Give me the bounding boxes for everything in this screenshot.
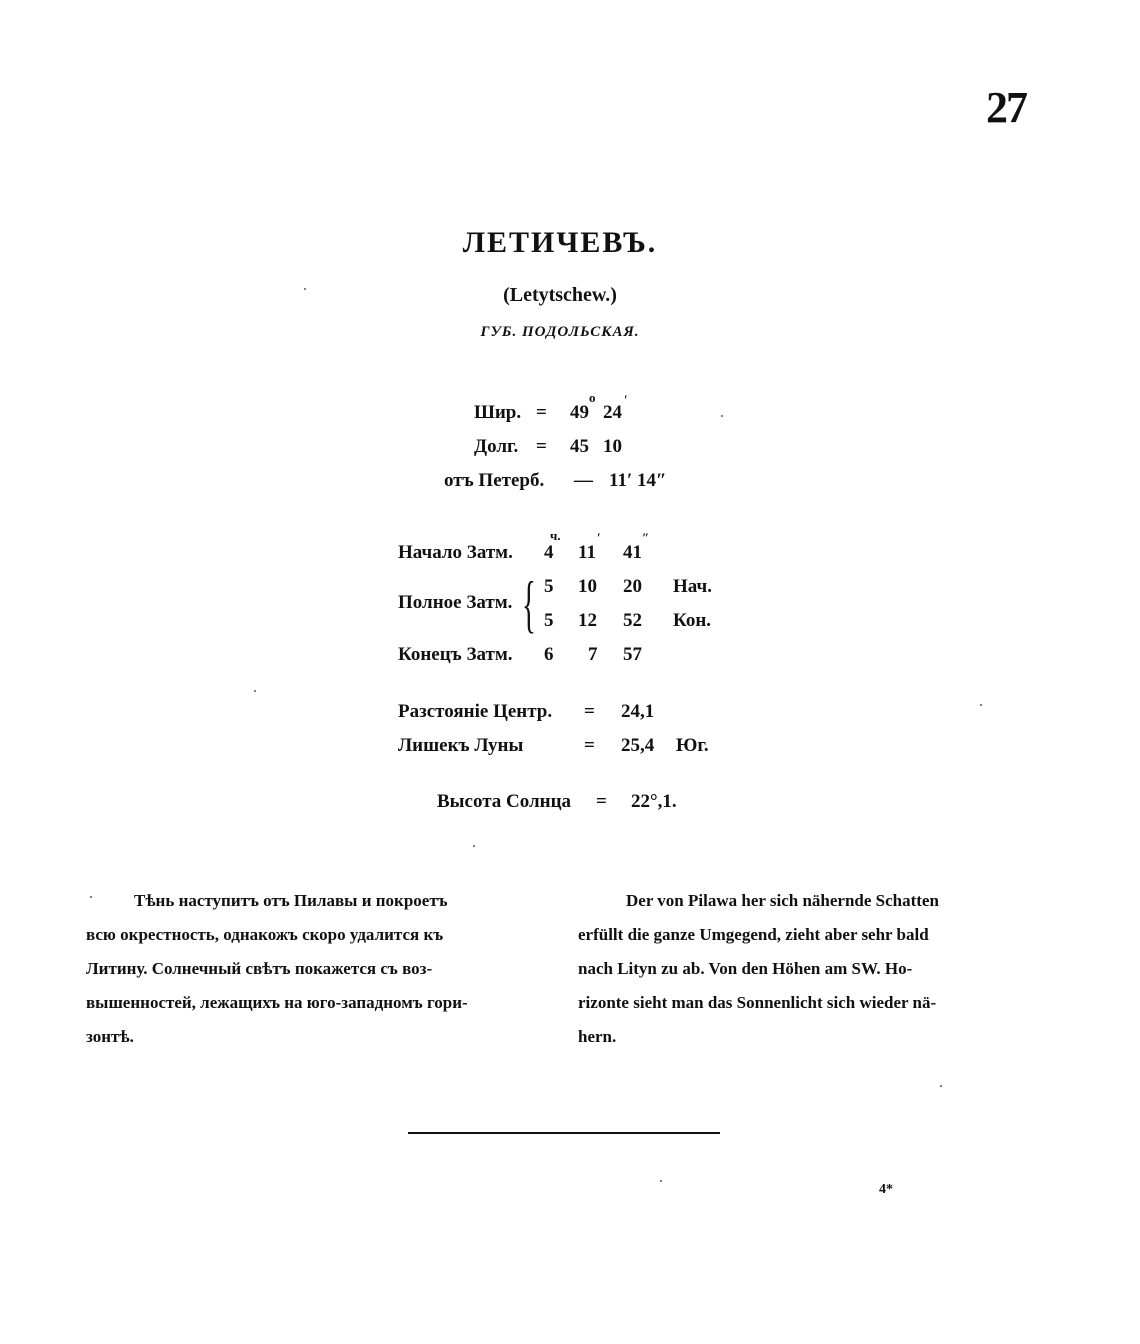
- german-paragraph: [578, 884, 1040, 1054]
- russian-paragraph: [86, 884, 548, 1054]
- eclipse-start-minutes: 11: [578, 542, 596, 563]
- speck: [473, 845, 475, 847]
- eclipse-total-end-minutes: 12: [578, 610, 597, 631]
- page-subtitle: (Letytschew.): [503, 284, 617, 306]
- sun-height-value: 22°,1.: [631, 791, 677, 812]
- text-line: всю окрестность, однакожъ скоро удалится къ: [86, 925, 444, 944]
- eclipse-total-begin-minutes: 10: [578, 576, 597, 597]
- eclipse-start-hours: 4: [544, 542, 554, 563]
- speck: [660, 1180, 662, 1182]
- eclipse-total-begin-hours: 5: [544, 576, 554, 597]
- eclipse-end-seconds: 57: [623, 644, 642, 665]
- excess-value: 25,4: [621, 735, 655, 756]
- page-title: ЛЕТИЧЕВЪ.: [462, 226, 658, 259]
- excess-direction: Юг.: [676, 735, 709, 756]
- eclipse-total-begin-note: Нач.: [673, 576, 712, 597]
- speck: [980, 704, 982, 706]
- brace-symbol: {: [522, 568, 536, 639]
- text-line: вышенностей, лежащихъ на юго-западномъ гори-: [86, 993, 468, 1012]
- latitude-label: Шир.: [474, 402, 522, 423]
- page-number: 27: [986, 83, 1026, 132]
- text-line: nach Lityn zu ab. Von den Höhen am SW. Ho-: [578, 959, 913, 978]
- longitude-equals: =: [536, 436, 547, 457]
- text-line: зонтѣ.: [86, 1027, 134, 1046]
- petersburg-dash: —: [574, 470, 593, 491]
- sun-height-equals: =: [596, 791, 607, 812]
- sun-height-label: Высота Солнца: [437, 791, 572, 812]
- eclipse-start-seconds: 41: [623, 542, 642, 563]
- text-line: hern.: [578, 1027, 617, 1046]
- province-label: ГУБ. ПОДОЛЬСКАЯ.: [480, 324, 640, 340]
- text-line: Der von Pilawa her sich nähernde Schatten: [626, 891, 939, 910]
- petersburg-label: отъ Петерб.: [444, 470, 545, 491]
- speck: [940, 1085, 942, 1087]
- eclipse-total-end-note: Кон.: [673, 610, 712, 631]
- text-line: rizonte sieht man das Sonnenlicht sich wieder nä-: [578, 993, 937, 1012]
- excess-equals: =: [584, 735, 595, 756]
- horizontal-rule: [408, 1132, 720, 1134]
- seconds-unit: ″: [642, 530, 650, 545]
- petersburg-value: 11′ 14″: [609, 470, 667, 491]
- minute-mark: ′: [624, 392, 628, 407]
- excess-label: Лишекъ Луны: [398, 735, 524, 756]
- speck: [304, 288, 306, 290]
- text-line: erfüllt die ganze Umgegend, zieht aber sehr bald: [578, 925, 929, 944]
- latitude-minutes: 24: [603, 402, 622, 423]
- signature-mark: 4*: [879, 1182, 893, 1197]
- latitude-equals: =: [536, 402, 547, 423]
- eclipse-start-label: Начало Затм.: [398, 542, 513, 563]
- degree-mark: o: [589, 390, 596, 405]
- eclipse-end-label: Конецъ Затм.: [398, 644, 513, 665]
- speck: [90, 896, 92, 898]
- distance-equals: =: [584, 701, 595, 722]
- eclipse-total-label: Полное Затм.: [398, 592, 513, 613]
- distance-label: Разстояніе Центр.: [398, 701, 553, 722]
- eclipse-end-hours: 6: [544, 644, 554, 665]
- text-line: Литину. Солнечный свѣтъ покажется съ воз-: [86, 959, 433, 978]
- longitude-label: Долг.: [474, 436, 519, 457]
- minutes-unit: ′: [597, 530, 601, 545]
- eclipse-total-end-hours: 5: [544, 610, 554, 631]
- speck: [254, 690, 256, 692]
- text-line: Тѣнь наступитъ отъ Пилавы и покроетъ: [134, 891, 448, 910]
- longitude-minutes: 10: [603, 436, 622, 457]
- longitude-degrees: 45: [570, 436, 589, 457]
- eclipse-end-minutes: 7: [588, 644, 598, 665]
- eclipse-total-begin-seconds: 20: [623, 576, 642, 597]
- hours-unit: ч.: [550, 528, 561, 543]
- latitude-degrees: 49: [570, 402, 589, 423]
- eclipse-total-end-seconds: 52: [623, 610, 642, 631]
- distance-value: 24,1: [621, 701, 655, 722]
- speck: [721, 415, 723, 417]
